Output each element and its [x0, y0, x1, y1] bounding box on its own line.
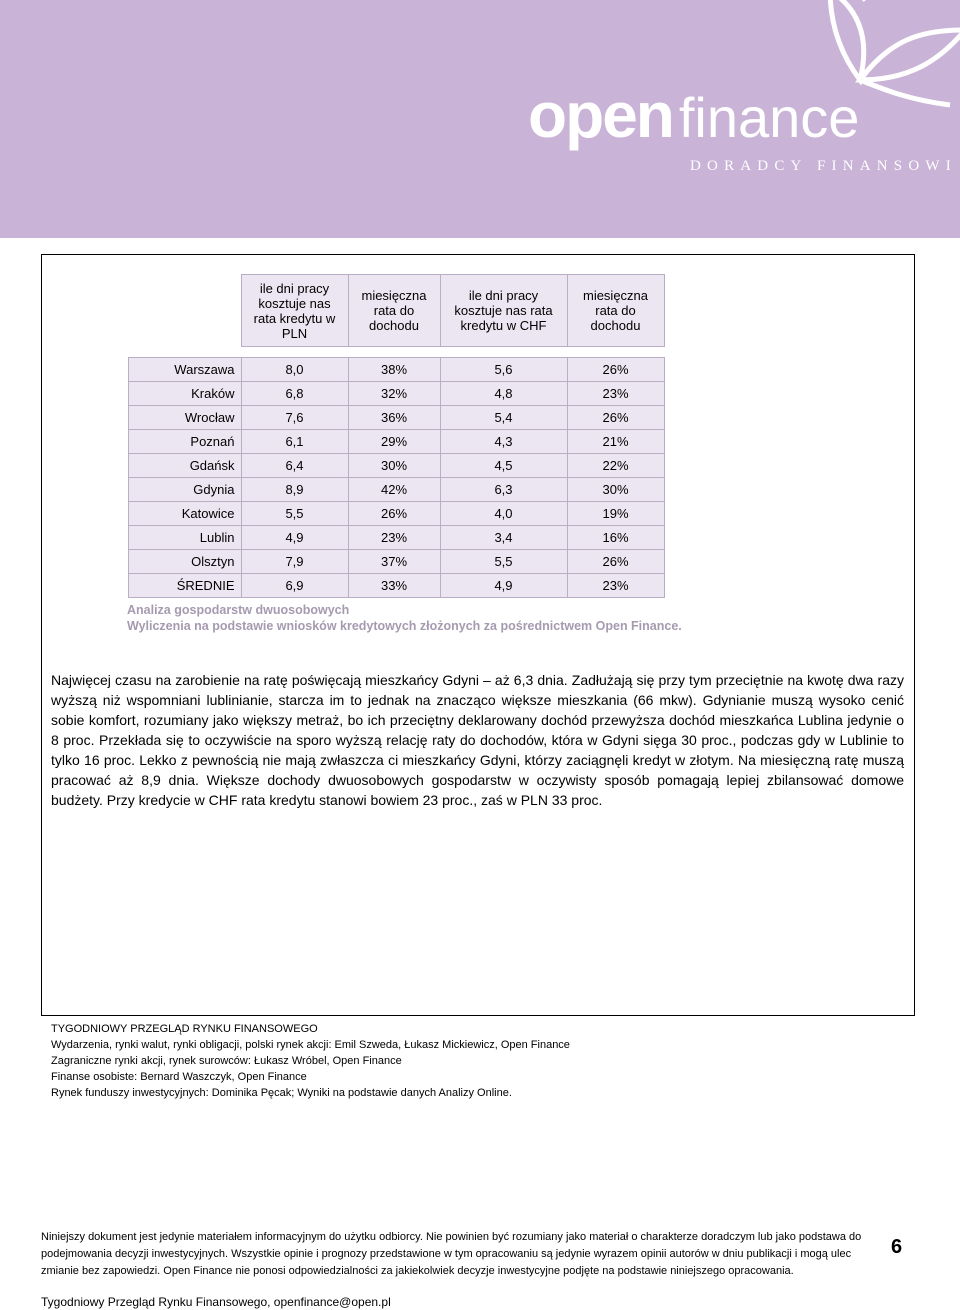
- value-cell-pln-ratio: 37%: [348, 550, 440, 574]
- header-banner: [0, 0, 960, 238]
- table-header-row: [129, 275, 665, 347]
- credits-line: Wydarzenia, rynki walut, rynki obligacji, polski rynek akcji: Emil Szweda, Łukasz Mickiewicz, Open Finance: [51, 1039, 570, 1051]
- value-cell-pln-days: 8,0: [241, 358, 348, 382]
- city-cell: Poznań: [129, 430, 242, 454]
- value-cell-chf-ratio: 26%: [567, 358, 664, 382]
- value-cell-pln-days: 7,9: [241, 550, 348, 574]
- value-cell-pln-days: 6,4: [241, 454, 348, 478]
- value-cell-chf-days: 4,9: [440, 574, 567, 598]
- table-row: [129, 550, 665, 574]
- value-cell-chf-ratio: 22%: [567, 454, 664, 478]
- value-cell-chf-days: 4,0: [440, 502, 567, 526]
- value-cell-pln-ratio: 30%: [348, 454, 440, 478]
- value-cell-pln-ratio: 33%: [348, 574, 440, 598]
- disclaimer: Niniejszy dokument jest jedynie materiałem informacyjnym do użytku odbiorcy. Nie powinien być rozumiany jako materiał o charakterze doradczym lub jako podstawa do podejmowania decyzji inwestycyjnych. Wszystkie opinie i prognozy przedstawione w tym opracowaniu są jedynie wyrazem opinii autorów w dniu publikacji i mogą ulec zmianie bez zapowiedzi. Open Finance nie ponosi odpowiedzialności za jakiekolwiek decyzje inwestycyjne podjęte na podstawie niniejszego opracowania.: [41, 1231, 862, 1277]
- city-cell: Warszawa: [129, 358, 242, 382]
- logo-tagline: DORADCY FINANSOWI: [690, 158, 957, 174]
- value-cell-pln-ratio: 32%: [348, 382, 440, 406]
- credits-block: [51, 1021, 570, 1101]
- city-cell: Kraków: [129, 382, 242, 406]
- value-cell-pln-ratio: 38%: [348, 358, 440, 382]
- value-cell-chf-ratio: 23%: [567, 574, 664, 598]
- header-pln-ratio: miesięczna rata do dochodu: [348, 275, 440, 347]
- table-row: [129, 526, 665, 550]
- value-cell-chf-days: 5,4: [440, 406, 567, 430]
- source-note-2: Wyliczenia na podstawie wniosków kredytowych złożonych za pośrednictwem Open Finance.: [127, 619, 682, 633]
- table-row: [129, 382, 665, 406]
- city-cell: Lublin: [129, 526, 242, 550]
- table-corner: [129, 275, 242, 347]
- value-cell-pln-days: 6,8: [241, 382, 348, 406]
- table-row: [129, 502, 665, 526]
- source-note-1: Analiza gospodarstw dwuosobowych: [127, 603, 350, 617]
- city-cell: Olsztyn: [129, 550, 242, 574]
- city-cell: Gdynia: [129, 478, 242, 502]
- credits-line: Finanse osobiste: Bernard Waszczyk, Open Finance: [51, 1071, 307, 1083]
- header-chf-days: ile dni pracy kosztuje nas rata kredytu w CHF: [440, 275, 567, 347]
- value-cell-pln-ratio: 42%: [348, 478, 440, 502]
- value-cell-chf-days: 3,4: [440, 526, 567, 550]
- city-cell: Gdańsk: [129, 454, 242, 478]
- value-cell-chf-ratio: 26%: [567, 550, 664, 574]
- credits-line: Rynek funduszy inwestycyjnych: Dominika Pęcak; Wyniki na podstawie danych Analizy Online.: [51, 1087, 512, 1099]
- table-row: [129, 358, 665, 382]
- page-number: 6: [891, 1236, 903, 1258]
- body-paragraph: Najwięcej czasu na zarobienie na ratę poświęcają mieszkańcy Gdyni – aż 6,3 dnia. Zadłużają się przy tym przeciętnie na kwotę dwa razy wyższą niż wspomniani lublinianie, starcza im to jednak na znacząco większe mieszkania (66 mkw). Gdynianie muszą wysoko cenić sobie komfort, rozumiany jako większy metraż, bo ich przeciętny deklarowany dochód przewyższa dochód mieszkańca Lublina jedynie o 8 proc. Przekłada się to oczywiście na sporo wyższą relację raty do dochodów, która w Gdyni sięga 30 proc., podczas gdy w Lublinie to tylko 16 proc. Lekko z pewnością nie mają zwłaszcza ci mieszkańcy Gdyni, którzy zaciągnęli kredyt w złotym. Na miesięczną ratę muszą pracować aż 8,9 dnia. Większe dochody dwuosobowych gospodarstw w oczywisty sposób pomagają lepiej zbilansować domowe budżety. Przy kredycie w CHF rata kredytu stanowi bowiem 23 proc., zaś w PLN 33 proc.: [51, 672, 904, 808]
- value-cell-pln-days: 7,6: [241, 406, 348, 430]
- value-cell-chf-days: 6,3: [440, 478, 567, 502]
- logo-bold-text: open: [528, 79, 673, 151]
- value-cell-chf-days: 4,5: [440, 454, 567, 478]
- table-row: [129, 478, 665, 502]
- city-cell: ŚREDNIE: [129, 574, 242, 598]
- value-cell-chf-ratio: 21%: [567, 430, 664, 454]
- value-cell-pln-ratio: 23%: [348, 526, 440, 550]
- data-table: [128, 274, 665, 598]
- value-cell-chf-days: 5,5: [440, 550, 567, 574]
- open-finance-logo: [528, 78, 860, 151]
- value-cell-pln-days: 6,1: [241, 430, 348, 454]
- value-cell-chf-ratio: 26%: [567, 406, 664, 430]
- value-cell-chf-days: 5,6: [440, 358, 567, 382]
- city-cell: Katowice: [129, 502, 242, 526]
- value-cell-chf-days: 4,3: [440, 430, 567, 454]
- table-row: [129, 454, 665, 478]
- table-body: [129, 358, 665, 598]
- value-cell-chf-ratio: 16%: [567, 526, 664, 550]
- credits-title: TYGODNIOWY PRZEGLĄD RYNKU FINANSOWEGO: [51, 1023, 318, 1035]
- table-row: [129, 406, 665, 430]
- value-cell-chf-ratio: 23%: [567, 382, 664, 406]
- value-cell-chf-ratio: 19%: [567, 502, 664, 526]
- value-cell-pln-days: 8,9: [241, 478, 348, 502]
- logo-light-text: finance: [678, 86, 860, 149]
- value-cell-pln-days: 6,9: [241, 574, 348, 598]
- table-row: [129, 430, 665, 454]
- credits-line: Zagraniczne rynki akcji, rynek surowców: Łukasz Wróbel, Open Finance: [51, 1055, 402, 1067]
- header-chf-ratio: miesięczna rata do dochodu: [567, 275, 664, 347]
- footer-text: Tygodniowy Przegląd Rynku Finansowego, openfinance@open.pl: [41, 1295, 391, 1309]
- header-pln-days: ile dni pracy kosztuje nas rata kredytu w PLN: [241, 275, 348, 347]
- value-cell-chf-ratio: 30%: [567, 478, 664, 502]
- value-cell-chf-days: 4,8: [440, 382, 567, 406]
- value-cell-pln-ratio: 29%: [348, 430, 440, 454]
- city-cell: Wrocław: [129, 406, 242, 430]
- value-cell-pln-days: 4,9: [241, 526, 348, 550]
- value-cell-pln-days: 5,5: [241, 502, 348, 526]
- value-cell-pln-ratio: 36%: [348, 406, 440, 430]
- value-cell-pln-ratio: 26%: [348, 502, 440, 526]
- table-row: [129, 574, 665, 598]
